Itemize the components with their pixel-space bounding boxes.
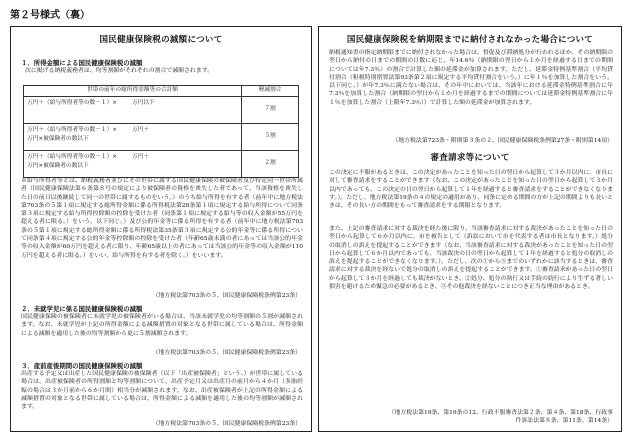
row-formula: 万円＋（給与所得者等の数－１）× (27, 126, 118, 133)
section-3-heading: ３．産前産後期間の国民健康保険税の減額 (21, 362, 143, 370)
form-label: 第２号様式（裏） (10, 10, 90, 21)
appeal-body-2: また、上記の審査請求に対する裁決を経た後に限り、当該審査請求に対する裁決があったことを知った日の翌日から起算して６か月以内に、市を被告として（訴訟において市を代表する者は市長となります。）処分の取消しの訴えを提起することができます（なお、当該審査請求に対する裁決があったことを知った日の翌日から起算して６か月以内であっても、当該裁決の日の翌日から起算して１年を経過すると処分の取消しの訴えを提起することができなくなります。）。ただし、次の①から③までのいずれかに該当するときは、審査請求に対する裁決を経ないで処分の取消しの訴えを提起することができます。①審査請求があった日の翌日から起算して３か月を経過しても裁決がないとき、②処分、処分の執行又は手続の続行により生ずる著しい損害を避けるため緊急の必要があるとき、③その他裁決を経ないことにつき正当な理由があるとき。 (329, 226, 613, 291)
late-payment-body: 納税通知書の指定納期限までに納付されなかった場合は、督促及び滞納処分が行われるほか、その納期限の翌日から納付の日までの期間の日数に応じ、年14.6％（納期限の翌日から１か月を経過する日までの期間については年7.3％）の割合で計算した額の延滞金が加算されます。ただし、延滞金特例基準割合（平均貸付割合（租税特別措置法第93条第２項に規定する平均貸付割合をいう。）に年１％を加算した割合をいう。以下同じ。）が年7.3％に満たない場合は、その年中においては、当該年における延滞金特例基準割合に年7.3％を加算した割合（納期限の翌日から１か月を経過するまでの期間については延滞金特例基準割合に年１％を加算した割合（上限年7.3％））で計算した額の延滞金が加算されます。 (329, 50, 613, 106)
reduction-ratio-table (23, 85, 299, 178)
table-header-condition: 世帯の前年の総所得金額等の合計額 (24, 86, 242, 97)
section-2-citation: （地方税法第703条の５、国民健康保険税条例第23条） (152, 350, 301, 356)
row-formula-line2: 万円×被保険者の数以下 (27, 162, 89, 169)
appeal-title: 審査請求等について (430, 153, 510, 163)
section-1-intro: 次に掲げる納税義務者は、均等割額がそれぞれの割合で減額されます。 (25, 68, 214, 74)
section-3-citation: （地方税法第703条の５、国民健康保険税条例第23条） (152, 421, 301, 427)
row-rate: ５割 (242, 123, 299, 150)
section-2-heading: ２．未就学児に係る国民健康保険税の減額 (21, 305, 143, 313)
appeal-body-1: この決定に不服があるときは、この決定があったことを知った日の翌日から起算して３か月以内に、市長に対して審査請求をすることができます（なお、この決定があったことを知った日の翌日から起算して３か月以内であっても、この決定の日の翌日から起算して１年を経過すると審査請求をすることができなくなります。）。ただし、地方税法第19条の４の規定の適用があり、同条に定める期間の方が上記の期間よりも長いときは、その長い方の期間をもって審査請求をする期限となります。 (329, 170, 613, 210)
late-payment-title: 国民健康保険税を納期限までに納付されなかった場合について (346, 35, 594, 45)
row-formula-suffix: 万円＋ (132, 153, 150, 160)
section-1-body: ※給与所得者等とは、納税義務者並びにその世帯に属する国民健康保険の被保険者及び特定同一世帯所属者（国民健康保険法第６条第８号の規定により被保険者の資格を喪失した者であって、当該資格を喪失した日の前日以後継続して同一の世帯に属するものをいう。）のうち給与所得を有する者（前年中に地方税法第703条の５第１項に規定する総所得金額に係る所得税法第28条第１項に規定する給与所得について同条第３項に規定する給与所得控除額の控除を受けた者（同条第１項に規定する給与等の収入金額が55万円を超える者に限る。）をいう。以下同じ。）及び公的年金等に係る所得を有する者（前年中に地方税法第703条の５第１項に規定する総所得金額に係る所得税法第35条第３項に規定する公的年金等に係る所得について同条第４項に規定する公的年金等控除額の控除を受けた者（年齢65歳未満の者にあっては当該公的年金等の収入金額が60万円を超える者に限り、年齢65歳以上の者にあっては当該公的年金等の収入金額が110万円を超える者に限る。）をいい、給与所得を有する者を除く。）をいいます。 (21, 178, 303, 259)
section-3-body: 出産する予定又は出産した国民健康保険の被保険者（以下「出産被保険者」という。）が世帯に属している場合は、出産被保険者の所得割額と均等割額について、出産予定月又は出産月の前月から４か月（多胎妊娠の場合は３か月前から６か月間）相当分が減額されます。なお、出産被保険者が上記の所得金額による減額措置の対象となる世帯に属している場合は、所得金額による減額を適用した後の均等割額が減額されます。 (21, 371, 303, 411)
row-formula: 万円＋（給与所得者等の数－１）× (27, 99, 118, 106)
late-payment-citation: （地方税法第723条・附則第３条の２、国民健康保険税条例第27条・附則第14項） (392, 138, 613, 144)
row-formula-line2: 万円×被保険者の数以下 (27, 135, 89, 142)
section-1-heading: １．所得金額による国民健康保険税の減額 (21, 59, 143, 67)
row-formula-suffix: 万円＋ (132, 126, 150, 133)
section-2-body: 国民健康保険の被保険者に未就学児の被保険者がいる場合は、当該未就学児の均等割額の５割が減額されます。なお、未就学児が上記の所得金額による減額措置の対象となる世帯に属している場合は、所得金額による減額を適用した後の均等割額から更に５割減額されます。 (21, 314, 303, 337)
row-formula-suffix: 万円以下 (132, 99, 155, 106)
row-rate: ２割 (242, 150, 299, 177)
row-formula: 万円＋（給与所得者等の数－１）× (27, 153, 118, 160)
table-row (24, 150, 299, 177)
left-panel-title: 国民健康保険税の減額について (99, 35, 223, 45)
late-payment-and-appeal-panel (318, 26, 622, 432)
tax-reduction-panel (10, 26, 312, 432)
table-row (24, 123, 299, 150)
table-row (24, 96, 299, 123)
row-rate: ７割 (242, 96, 299, 123)
section-1-citation: （地方税法第703条の５、国民健康保険税条例第23条） (152, 293, 301, 299)
table-header-rate: 軽減割合 (242, 86, 299, 97)
appeal-citation: （地方税法第19条、第19条の12、行政不服審査法第２条、第４条、第18条、行政事件訴訟法第８条、第11条、第14条） (388, 410, 613, 424)
